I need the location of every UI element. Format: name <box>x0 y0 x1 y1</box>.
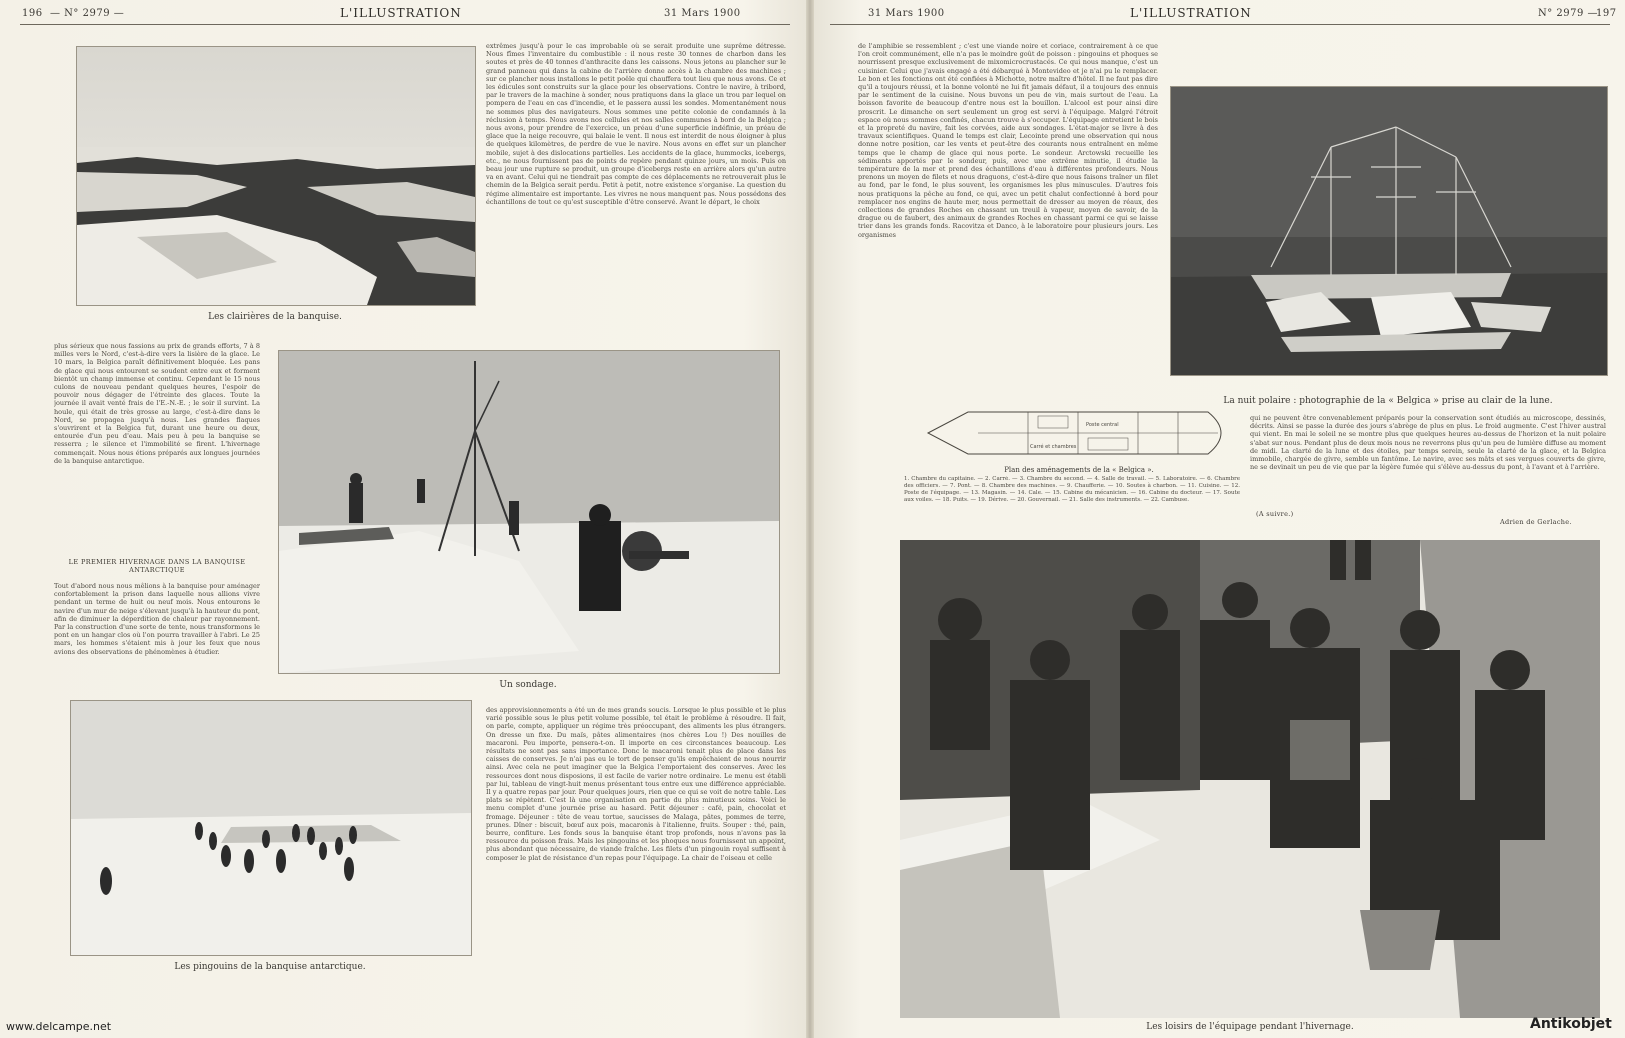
right-date: 31 Mars 1900 <box>868 8 945 19</box>
left-date: 31 Mars 1900 <box>664 8 741 19</box>
watermark-antikobjet: Antikobjet <box>1530 1016 1612 1032</box>
caption-belgica-night: La nuit polaire : photographie de la « Belgica » prise au clair de la lune. <box>1223 396 1553 406</box>
photo-belgica-night <box>1170 86 1608 376</box>
text-column-right-top: de l'amphibie se ressemblent ; c'est une viande noire et coriace, contrairement à ce que l'on croit communément, elle n'a pas le moindre goût de poisson : pingouins et phoques se nourrissent presque exclusivement de mixomicrocrustacés. Ce qui nous manque, c'est un cuisinier. Celui que j'avais engagé a été débarqué à Montevideo et je n'ai pu le remplacer. Le bon et les fonctions ont été confiées à Michotte, notre maître d'hôtel. Il ne faut pas dire qu'il a toujours réussi, et la bonne volonté ne lui fit jamais défaut, il a toujours des ennuis par le sentiment de la cuisine. Nous buvons un peu de vin, mais surtout de l'eau. La boisson favorite de beaucoup d'entre nous est la bouillon. L'alcool est pour ainsi dire proscrit. Le dimanche on sert seulement un grog est servi à l'équipage. Malgré l'étroit espace où nous sommes confinés, chacun trouve à s'occuper. L'équipage entretient le bois et la propreté du navire, fait les corvées, aide aux sondages. L'état-major se livre à des travaux scientifiques. Quand le temps est clair, Lecointe prend une observation qui nous donne notre position, car les vents et peut-être des courants nous entraînent en même temps que le champ de glace qui nous porte. Le sondeur. Arctowski recueille les sédiments apportés par le sondeur, puis, avec une extrême minutie, il étudie la température de la mer et prend des échantillons d'eau à différentes profondeurs. Nous prenons un moyen de filets et nous draguons, c'est-à-dire que nous faisons traîner un filet au fond, par le fond, le plus souvent, les organismes les plus minuscules. D'autres fois nous pratiquons la pêche au fond, ce qui, avec un petit chalut confectionné à bord pour remplacer nos engins de haute mer, nous permettait de dresser au moyen de réaux, des collections de grandes Roches en chassant un treuil à vapeur, moyen de savoir, de la drague ou de faubert, des animaux de grandes Roches en chassant parmi ce qui se laisse trier dans les grands fonds. Racovitza et Danco, à le laboratoire pour plusieurs jours. Les organismes <box>858 42 1158 239</box>
left-issue-number: — N° 2979 — <box>50 8 125 19</box>
section-heading: LE PREMIER HIVERNAGE DANS LA BANQUISE ANTARCTIQUE <box>68 558 246 574</box>
wash-bucket <box>1360 910 1440 970</box>
text-column-right-mid: qui ne peuvent être convenablement préparés pour la conservation sont étudiés au microscope, dessinés, décrits. Ainsi se passe la durée des jours s'abrège de plus en plus. Le froid augmente. C'est l'hiver austral qui vient. En mai le soleil ne se montre plus que quelques heures au-dessus de l'horizon et la nuit polaire s'abat sur nous. Pendant plus de deux mois nous ne reverrons plus qu'un peu de lumière diffuse au moment de midi. La clarté de la lune et des étoiles, par temps serein, seule la clarté de la glace, et la Belgica immobile, chargée de givre, semble un fantôme. Le navire, avec ses mâts et ses vergues couverts de givre, ne se devinait un peu de vie que par la légère fumée qui s'élève au-dessus du pont, à l'avant et à l'arrière. <box>1250 414 1606 472</box>
left-page-number: 196 <box>22 8 43 19</box>
ship-plan-diagram <box>918 404 1240 462</box>
left-masthead: L'ILLUSTRATION <box>340 6 462 20</box>
text-column-left-top: extrêmes jusqu'à pour le cas improbable où se serait produite une suprême détresse. Nous fîmes l'inventaire du combustible : il nous reste 30 tonnes de charbon dans les soutes et près de 40 tonnes d'anthracite dans les caissons. Nous jetons au plancher sur le grand panneau qui dans la cabine de l'arrière donne accès à la chambre des machines ; sur ce plancher nous installons le petit poêle qui chauffera tout lieu que nous avons. Ce et les édicules sont construits sur la glace pour les observations. Contre le navire, à tribord, par le travers de la machine à sonder, nous pratiquons dans la glace un trou par lequel on pompera de l'eau en cas d'incendie, et le passera aussi les sondes. Momentanément nous ne sommes plus des navigateurs. Nous sommes une petite colonie de condamnés à la réclusion à temps. Nous avons nos cellules et nos salles communes à bord de la Belgica ; nous avons, pour prendre de l'exercice, un préau d'une superficie indéfinie, un préau de glace que la neige recouvre, qui balaie le vent. Il nous est interdit de nous éloigner à plus de quelques kilomètres, de perdre de vue le navire. Nous avons en effet sur un plancher mobile, sujet à des dislocations partielles. Les accidents de la glace, hummocks, icebergs, etc., ne nous fournissent pas de points de repère pendant quinze jours, un mois. Puis on beau jour une rupture se produit, un groupe d'icebergs reste en arrière alors qu'un autre va en avant. Celui qui ne tiendrait pas compte de ces déplacements ne retrouverait plus le chemin de la Belgica serait perdu. Petit à petit, notre existence s'organise. La question du régime alimentaire est importante. Les vivres ne nous manquent pas. Nous possédons des échantillons de tout ce qu'est susceptible d'être conservé. Avant le départ, le choix <box>486 42 786 206</box>
page-gutter <box>806 0 814 1038</box>
text-column-left-lower: Tout d'abord nous nous mêlions à la banquise pour aménager confortablement la prison dans laquelle nous allions vivre pendant un terme de huit ou neuf mois. Nous entourons le navire d'un mur de neige s'élevant jusqu'à la hauteur du pont, afin de diminuer la déperdition de chaleur par rayonnement. Par la construction d'une sorte de tente, nous transformons le pont en un hangar clos où l'on pourra travailler à l'abri. Le 25 mars, les hommes s'étaient mis à jour les feux que nous avions des observations de phénomènes à étudier. <box>54 582 260 656</box>
author-signature: Adrien de Gerlache. <box>1500 518 1572 526</box>
left-header-rule <box>20 24 790 25</box>
a-suivre: (A suivre.) <box>1256 510 1294 518</box>
caption-crew-leisure: Les loisirs de l'équipage pendant l'hivernage. <box>1146 1022 1354 1032</box>
caption-ice-clearings: Les clairières de la banquise. <box>208 312 342 322</box>
watermark-delcampe: www.delcampe.net <box>6 1020 112 1033</box>
photo-sounding <box>278 350 780 674</box>
photo-ice-clearings <box>76 46 476 306</box>
caption-ship-plan: Plan des aménagements de la « Belgica ». <box>1004 466 1154 474</box>
plan-label-a: Poste central <box>1086 422 1119 428</box>
caption-penguins: Les pingouins de la banquise antarctique. <box>174 962 366 972</box>
caption-sounding: Un sondage. <box>499 680 557 690</box>
photo-penguins <box>70 700 472 956</box>
accordion <box>1290 720 1350 780</box>
text-column-left-bottom: des approvisionnements a été un de mes grands soucis. Lorsque le plus possible et le plus varié possible sous le plus petit volume possible, tel était le problème à résoudre. Il fait, on parle, compte, appliquer un régime très préoccupant, des aliments les plus étrangers. On dresse un fixe. Du maïs, pâtes alimentaires (nos chères Lou !) Des nouilles de macaroni. Peu importe, pensera-t-on. Il importe en ces circonstances beaucoup. Les résultats ne sont pas sans importance. Donc le macaroni tenait plus de place dans les caisses de conserves. Je n'ai pas eu le tort de penser qu'ils empêchaient de nous nourrir ainsi. Avec cela ne peut imaginer que la Belgica l'emportaient des conserves. Avec les ressources dont nous disposions, il est facile de varier notre ordinaire. Le menu est établi par lui, tableau de vingt-huit menus présentant tous entre eux une différence appréciable. Il y a quatre repas par jour. Pour quelques jours, rien que ce qui se voit de notre table. Les plats se répètent. C'est là une organisation en partie du plus minutieux soins. Voici le menu complet d'une journée prise au hasard. Petit déjeuner : café, pain, chocolat et fromage. Déjeuner : tête de veau tortue, saucisses de Malaga, pâtes, pommes de terre, prunes. Dîner : biscuit, bœuf aux pois, macaronis à l'italienne, fruits. Souper : thé, pain, beurre, confiture. Les fonds sous la banquise étant trop profonds, nous n'avons pas la ressource du poisson frais. Mais les pingouins et les phoques nous fournissent un appoint, plus abondant que nécessaire, de viande fraîche. Les filets d'un pingouin royal suffisent à composer le plat de résistance d'un repas pour l'équipage. La chair de l'oiseau et celle <box>486 706 786 862</box>
plan-label-b: Carré et chambres <box>1030 444 1077 450</box>
right-header-rule <box>830 24 1610 25</box>
right-page-number: 197 <box>1596 8 1617 19</box>
ship-plan-legend: 1. Chambre du capitaine. — 2. Carré. — 3. Chambre du second. — 4. Salle de travail. — 5. Laboratoire. — 6. Chambre des officiers. — 7. Pont. — 8. Chambre des machines. — 9. Chaufferie. — 10. Soutes à charbon. — 11. Cuisine. — 12. Poste de l'équipage. — 13. Magasin. — 14. Cale. — 15. Cabine du mécanicien. — 16. Cabine du docteur. — 17. Soute aux voiles. — 18. Puits. — 19. Dérive. — 20. Gouvernail. — 21. Salle des instruments. — 22. Cambuse. <box>904 476 1240 503</box>
right-issue-number: N° 2979 — <box>1538 8 1599 19</box>
illustration-crew-leisure <box>900 540 1600 1018</box>
text-column-left-mid: plus sérieux que nous fassions au prix de grands efforts, 7 à 8 milles vers le Nord, c'est-à-dire vers la lisière de la glace. Le 10 mars, la Belgica paraît définitivement bloquée. Les pans de glace qui nous entourent se soudent entre eux et forment bientôt un champ immense et continu. Cependant le 15 nous culons de nouveau pendant quelques heures, l'espoir de pouvoir nous dégager de l'étreinte des glaces. Toute la journée il avait venté frais de l'E.-N.-E. ; le soir il survint. La houle, qui était de très grosse au large, c'est-à-dire dans le Nord, se propagea jusqu'à nous. Les grandes flaques s'ouvrirent et la Belgica fut, durant une heure ou deux, entourée d'un peu d'eau. Mais peu à peu la banquise se resserra ; le silence et l'immobilité se firent. L'hivernage commençait. Nous nous étions préparés aux longues journées de la banquise antarctique. <box>54 342 260 465</box>
right-masthead: L'ILLUSTRATION <box>1130 6 1252 20</box>
